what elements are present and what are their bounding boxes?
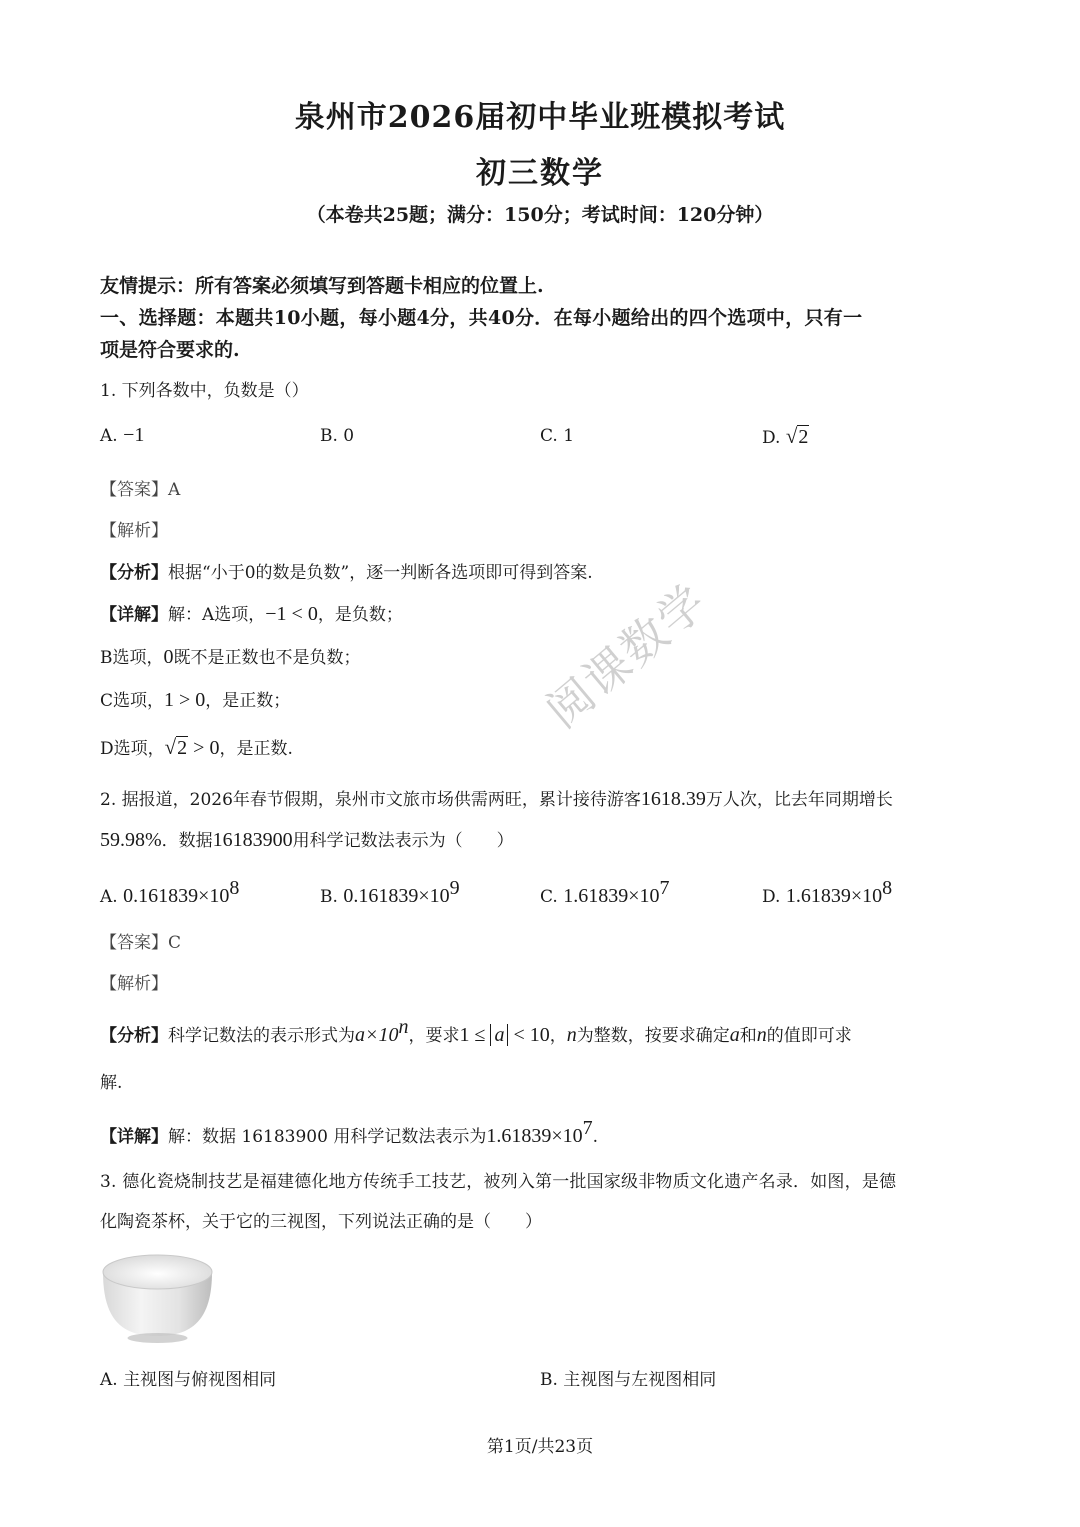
q2-option-c-label: C. xyxy=(540,887,558,907)
q1-line-b-pre: B选项， xyxy=(100,648,164,668)
q2-fenxi-post: 为整数，按要求确定 xyxy=(576,1026,730,1046)
q2-fenxi-exp: n xyxy=(398,1016,409,1038)
q1-option-d xyxy=(762,424,809,449)
q1-option-d-radicand: 2 xyxy=(798,426,809,448)
exam-title: 泉州市2026届初中毕业班模拟考试 xyxy=(294,100,786,135)
q2-line2-num: 59.98% xyxy=(100,829,162,851)
q2-answer-label: 【答案】 xyxy=(100,933,168,953)
q2-option-a-base: 0.161839×10 xyxy=(123,885,230,907)
q2-line2-num2: 16183900 xyxy=(212,829,293,851)
q1-option-a xyxy=(100,424,144,447)
q1-detail-post: ，是负数； xyxy=(317,605,403,625)
q1-stem: 1. 下列各数中，负数是（） xyxy=(100,381,309,401)
q1-line-b-post: 既不是正数也不是负数； xyxy=(173,648,361,668)
q2-option-a-exp: 8 xyxy=(229,877,240,899)
q3-option-b: B. 主视图与左视图相同 xyxy=(540,1370,717,1390)
q1-option-c: C. 1 xyxy=(540,426,575,446)
q2-answer xyxy=(100,928,181,953)
q2-detail-exp: 7 xyxy=(582,1117,593,1139)
section1-line1: 一、选择题：本题共10小题，每小题4分，共40分．在每小题给出的四个选项中，只有一 xyxy=(100,307,863,329)
q2-analysis-label: 【解析】 xyxy=(100,974,168,994)
section1-line2: 项是符合要求的. xyxy=(100,339,240,361)
q1-option-a-value: −1 xyxy=(123,424,145,446)
q2-option-c xyxy=(540,877,670,908)
q1-line-d-math: > 0 xyxy=(188,737,220,759)
tea-cup-image xyxy=(100,1250,215,1345)
q3-stem-line2: 化陶瓷茶杯，关于它的三视图，下列说法正确的是（ ） xyxy=(100,1212,542,1232)
q2-fenxi-end: 的值即可求 xyxy=(766,1026,852,1046)
q2-option-d xyxy=(762,877,892,908)
q1-line-c-post: ，是正数； xyxy=(205,691,291,711)
q2-fenxi-line2: 解. xyxy=(100,1073,123,1093)
q2-option-b-label: B. xyxy=(320,887,338,907)
q2-stem-post: 万人次，比去年同期增长 xyxy=(705,790,893,810)
q2-fenxi-mid2: ， xyxy=(549,1026,567,1046)
exam-info: （本卷共25题；满分：150分；考试时间：120分钟） xyxy=(306,204,774,226)
q2-option-d-label: D. xyxy=(762,887,781,907)
q1-line-d-post: ，是正数. xyxy=(219,739,293,759)
q2-option-c-exp: 7 xyxy=(659,877,670,899)
friendly-tip: 友情提示：所有答案必须填写到答题卡相应的位置上. xyxy=(100,275,544,297)
q1-line-b xyxy=(100,643,361,669)
q2-fenxi-abs: a xyxy=(490,1024,508,1046)
q2-line2-post: 用科学记数法表示为（ ） xyxy=(292,831,514,851)
q1-fenxi-text: 根据“小于0的数是负数”，逐一判断各选项即可得到答案. xyxy=(168,563,593,583)
q1-line-c xyxy=(100,686,290,712)
q2-answer-value: C xyxy=(168,933,182,953)
q1-option-d-label: D. xyxy=(762,428,781,448)
exam-subtitle: 初三数学 xyxy=(476,156,604,191)
q2-fenxi-ineq-right: < 10 xyxy=(508,1024,550,1046)
sqrt-icon: √ xyxy=(164,735,177,759)
q1-answer-value: A xyxy=(168,480,181,500)
q2-option-d-exp: 8 xyxy=(882,877,893,899)
q2-fenxi-math: a×10 xyxy=(355,1024,399,1046)
q1-line-c-pre: C选项， xyxy=(100,691,165,711)
q1-option-a-label: A. xyxy=(100,426,118,446)
q2-option-c-base: 1.61839×10 xyxy=(563,885,660,907)
q1-line-d-radicand: 2 xyxy=(177,737,188,759)
q2-fenxi-label: 【分析】 xyxy=(100,1026,168,1046)
q1-line-b-math: 0 xyxy=(163,646,174,668)
q1-detail-math: −1 < 0 xyxy=(265,603,318,625)
q1-answer-label: 【答案】 xyxy=(100,480,168,500)
q1-fenxi-label: 【分析】 xyxy=(100,563,168,583)
q1-line-c-math: 1 > 0 xyxy=(164,689,206,711)
q2-stem-num: 1618.39 xyxy=(640,788,706,810)
q2-option-a-label: A. xyxy=(100,887,118,907)
q2-option-d-base: 1.61839×10 xyxy=(785,885,883,907)
q1-detail-label: 【详解】 xyxy=(100,605,168,625)
q2-fenxi-mid: ，要求 xyxy=(408,1026,460,1046)
q2-stem-pre: 2. 据报道，2026年春节假期，泉州市文旅市场供需两旺，累计接待游客 xyxy=(100,790,641,810)
q1-fenxi xyxy=(100,558,593,583)
q1-answer xyxy=(100,475,180,500)
q2-fenxi-a: a xyxy=(729,1024,740,1046)
q1-option-b: B. 0 xyxy=(320,426,355,446)
q2-stem-line2 xyxy=(100,826,514,852)
q2-option-b-base: 0.161839×10 xyxy=(343,885,450,907)
q2-stem-line1 xyxy=(100,785,893,811)
q2-detail-label: 【详解】 xyxy=(100,1127,168,1147)
q2-fenxi-n: n xyxy=(566,1024,577,1046)
q2-detail-post: . xyxy=(592,1127,599,1147)
q2-option-b xyxy=(320,877,460,908)
q2-line2-mid: ．数据 xyxy=(161,831,213,851)
q2-fenxi-ineq-left: 1 ≤ xyxy=(459,1024,491,1046)
q2-option-a xyxy=(100,877,239,908)
q3-option-a: A. 主视图与俯视图相同 xyxy=(100,1370,277,1390)
q1-detail-pre: 解：A选项， xyxy=(168,605,266,625)
q2-detail-base: 1.61839×10 xyxy=(486,1125,583,1147)
q2-fenxi-pre: 科学记数法的表示形式为 xyxy=(168,1026,355,1046)
q2-option-b-exp: 9 xyxy=(449,877,460,899)
q2-fenxi-n2: n xyxy=(756,1024,767,1046)
q2-fenxi-and: 和 xyxy=(739,1026,757,1046)
q1-analysis-label: 【解析】 xyxy=(100,521,168,541)
q2-detail-pre: 解：数据 16183900 用科学记数法表示为 xyxy=(168,1127,487,1147)
q1-detail xyxy=(100,600,403,626)
page-footer: 第1页/共23页 xyxy=(486,1437,594,1457)
watermark: 阅课数学 xyxy=(535,573,718,739)
q2-detail xyxy=(100,1117,598,1148)
q3-stem-line1: 3. 德化瓷烧制技艺是福建德化地方传统手工技艺，被列入第一批国家级非物质文化遗产名录．如图，是德 xyxy=(100,1172,897,1192)
q1-line-d-pre: D选项， xyxy=(100,739,165,759)
q1-line-d xyxy=(100,734,293,760)
q2-fenxi-line1 xyxy=(100,1016,852,1047)
sqrt-icon: √ xyxy=(785,424,798,448)
